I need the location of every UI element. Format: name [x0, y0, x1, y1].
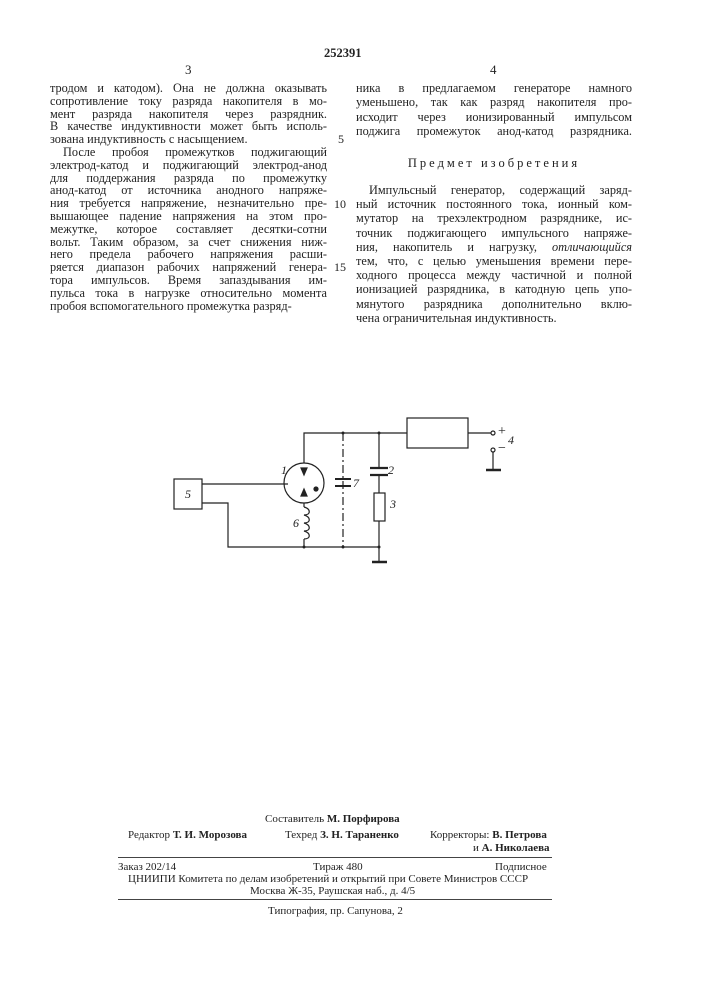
- text-line: тора импульсов. Время запаздывания им-: [50, 273, 327, 287]
- editor-name: Т. И. Морозова: [173, 829, 247, 841]
- techred: [285, 829, 399, 841]
- corrector-2: А. Николаева: [482, 842, 550, 854]
- label-1: 1: [281, 463, 287, 478]
- label-4: 4: [508, 433, 514, 448]
- claims-italic: отличающийся: [552, 240, 632, 254]
- address: Москва Ж-35, Раушская наб., д. 4/5: [250, 885, 415, 897]
- label-2: 2: [388, 463, 394, 478]
- text-line: электрод-катод и поджигающий электрод-анод: [50, 158, 327, 172]
- text-line: мянутого разрядника дополнительно вклю-: [356, 297, 632, 311]
- text-line: мент разряда накопителя через разрядник.: [50, 107, 327, 121]
- techred-label: Техред: [285, 829, 317, 841]
- subscription: Подписное: [495, 861, 547, 873]
- text-line: вольт. Таким образом, за счет снижения ниж-: [50, 235, 327, 249]
- text-line: В качестве индуктивности может быть исполь-: [50, 119, 327, 133]
- label-5: 5: [185, 487, 191, 502]
- page-number-right: 4: [490, 62, 497, 78]
- text-line: Импульсный генератор, содержащий заряд-: [356, 183, 632, 197]
- text-line: исходит через ионизированный импульсом: [356, 110, 632, 124]
- text-line: чена ограничительная индуктивность.: [356, 311, 632, 325]
- corrector-1: В. Петрова: [492, 829, 547, 841]
- text-line: ходного процесса между частичной и полной: [356, 268, 632, 282]
- text-line: тем, что, с целью уменьшения времени пере-: [356, 254, 632, 268]
- order: Заказ 202/14: [118, 861, 176, 873]
- organization: ЦНИИПИ Комитета по делам изобретений и открытий при Совете Министров СССР: [128, 873, 528, 885]
- inductor-symbol: [304, 507, 309, 539]
- correctors: [430, 829, 547, 841]
- text-line: ника в предлагаемом генераторе намного: [356, 81, 632, 95]
- label-6: 6: [293, 516, 299, 531]
- text-line: вышающее падение напряжения на этом про-: [50, 209, 327, 223]
- corrector-2-line: [473, 842, 550, 854]
- page-number-left: 3: [185, 62, 192, 78]
- divider: [118, 899, 552, 900]
- text-line: точник поджигающего импульсного напряже-: [356, 226, 632, 240]
- circulation: Тираж 480: [313, 861, 363, 873]
- text-line: ионизацией разрядника, в катодную цепь упо-: [356, 282, 632, 296]
- patent-page: [0, 0, 707, 1000]
- corrector-2-prefix: и: [473, 842, 479, 854]
- text-line: пробоя вспомогательного промежутка разряд-: [50, 299, 327, 313]
- text-line: поджига промежуток анод-катод разрядника.: [356, 124, 632, 138]
- line-number: 15: [334, 260, 346, 275]
- composer: [265, 813, 400, 825]
- text-line: анод-катод от источника анодного напряже-: [50, 183, 327, 197]
- correctors-label: Корректоры:: [430, 829, 489, 841]
- text-line: После пробоя промежутков поджигающий: [50, 145, 327, 159]
- text-line: зована индуктивность с насыщением.: [50, 132, 327, 146]
- minus-sign: −: [498, 441, 506, 457]
- resistor-symbol: [374, 493, 385, 521]
- text-line: тродом и катодом). Она не должна оказывать: [50, 81, 327, 95]
- composer-label: Составитель: [265, 813, 324, 825]
- composer-name: М. Порфирова: [327, 813, 400, 825]
- claims-heading: Предмет изобретения: [356, 156, 632, 171]
- load-box: [407, 418, 468, 448]
- patent-number: 252391: [324, 46, 362, 61]
- text-line: ный источник постоянного тока, ионный ком-: [356, 197, 632, 211]
- text-line: сопротивление току разряда накопителя в мо-: [50, 94, 327, 108]
- divider: [118, 857, 552, 858]
- line-number: 5: [338, 132, 344, 147]
- line-number: 10: [334, 197, 346, 212]
- label-3: 3: [390, 497, 396, 512]
- text-line: для поддержания разряда по промежутку: [50, 171, 327, 185]
- text-line: него предела рабочего напряжения расши-: [50, 247, 327, 261]
- text-line: ния требуется напряжение, незначительно пре-: [50, 196, 327, 210]
- label-7: 7: [353, 476, 359, 491]
- text-line: ряется диапазон рабочих напряжений генера-: [50, 260, 327, 274]
- circuit-diagram: [0, 0, 707, 1000]
- editor: [128, 829, 247, 841]
- text-line: межутке, которое составляет десятки-сотни: [50, 222, 327, 236]
- techred-name: З. Н. Тараненко: [320, 829, 399, 841]
- editor-label: Редактор: [128, 829, 170, 841]
- text-line: пульса тока в нагрузке относительно момента: [50, 286, 327, 300]
- text-line: уменьшено, так как разряд накопителя про-: [356, 95, 632, 109]
- printer: Типография, пр. Сапунова, 2: [268, 905, 403, 917]
- text-line: мутатор на трехэлектродном разряднике, ис-: [356, 211, 632, 225]
- text-line: ния, накопитель и нагрузку, отличающийся: [356, 240, 632, 254]
- plus-sign: +: [498, 424, 506, 440]
